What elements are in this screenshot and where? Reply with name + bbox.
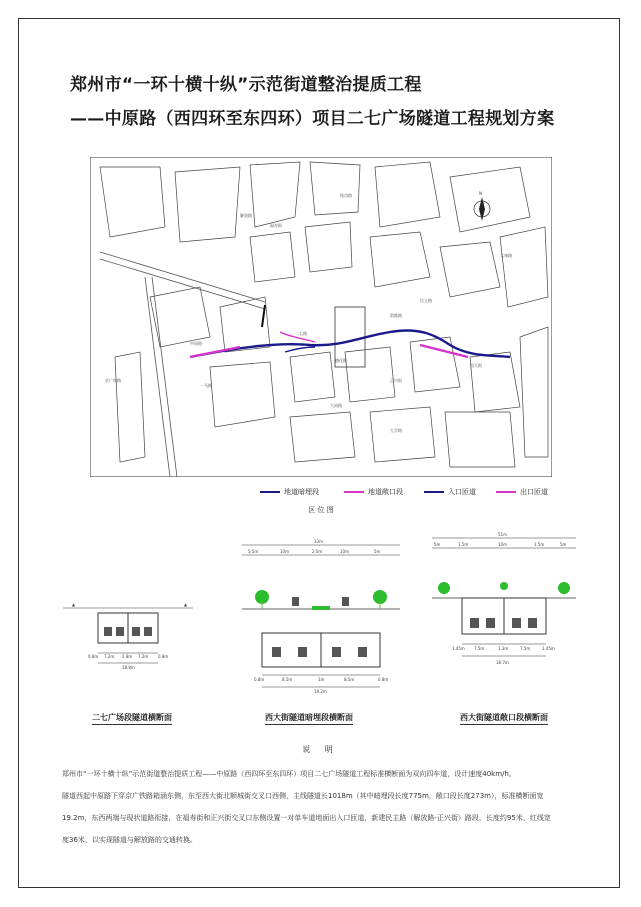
svg-text:7.5m: 7.5m <box>474 646 485 651</box>
map-caption: 区 位 图 <box>308 506 334 514</box>
map-street-label: 正兴街 <box>390 378 402 383</box>
svg-text:18.7m: 18.7m <box>496 660 509 665</box>
map-street-label: 铭功路 <box>340 193 352 198</box>
notes-line: 郑州市“一环十横十纵”示范街道整治提质工程——中原路（西四环至东四环）项目二七广场隧道工程标准横断面为双向四车道，设计速度40km/h。 <box>62 770 516 778</box>
svg-text:0.8m: 0.8m <box>88 654 99 659</box>
map-street-label: 中原路 <box>190 341 202 346</box>
legend-item-entrance: 入口匝道 <box>424 487 476 497</box>
svg-text:51m: 51m <box>498 532 507 537</box>
location-map <box>90 157 552 477</box>
svg-text:10m: 10m <box>498 542 507 547</box>
map-street-label: 解放路 <box>240 213 252 218</box>
map-street-label: 民主路 <box>420 298 432 303</box>
svg-text:5m: 5m <box>374 549 381 554</box>
map-street-label: 京广铁路 <box>105 378 121 383</box>
svg-text:7.5m: 7.5m <box>520 646 531 651</box>
map-street-label: 太康路 <box>500 253 512 258</box>
svg-text:5m: 5m <box>560 542 567 547</box>
svg-text:1m: 1m <box>318 677 325 682</box>
svg-text:5m: 5m <box>434 542 441 547</box>
map-street-label: 一马路 <box>200 383 212 388</box>
svg-text:2.5m: 2.5m <box>312 549 323 554</box>
svg-text:8.5m: 8.5m <box>344 677 355 682</box>
svg-text:19.2m: 19.2m <box>314 689 327 694</box>
legend-item-buried: 地道暗埋段 <box>260 487 319 497</box>
notes-line: 19.2m，东西两端与现状道路衔接，在福寿街和正兴街交叉口东侧设置一对单车道地面出入口匝道，新建民主路（解放路-正兴街）路段，长度约95米，红线宽 <box>62 814 551 822</box>
svg-text:8.5m: 8.5m <box>282 677 293 682</box>
svg-text:0.8m: 0.8m <box>254 677 265 682</box>
map-street-label: 大学路 <box>390 428 402 433</box>
map-street-label: 福寿街 <box>270 223 282 228</box>
north-label: N <box>479 191 482 196</box>
title-line-2: ——中原路（西四环至东四环）项目二七广场隧道工程规划方案 <box>70 109 555 129</box>
map-street-label: 二七路 <box>295 331 307 336</box>
section-right-drawing <box>424 528 584 676</box>
notes-line: 度36米，以实现隧道与解放路的交通转换。 <box>62 836 197 844</box>
notes-body <box>62 763 582 851</box>
svg-text:18.8m: 18.8m <box>122 665 135 670</box>
svg-text:1.45m: 1.45m <box>542 646 555 651</box>
map-street-label: 大同路 <box>330 403 342 408</box>
svg-text:10m: 10m <box>340 549 349 554</box>
svg-text:7.2m: 7.2m <box>104 654 115 659</box>
svg-text:▲: ▲ <box>72 602 76 607</box>
legend-item-exit: 出口匝道 <box>496 487 548 497</box>
title-line-1: 郑州市“一环十横十纵”示范街道整治提质工程 <box>70 75 422 95</box>
svg-text:33m: 33m <box>314 539 323 544</box>
section-middle-drawing <box>232 535 410 705</box>
notes-title: 说 明 <box>302 745 339 754</box>
svg-text:0.8m: 0.8m <box>378 677 389 682</box>
svg-text:10m: 10m <box>280 549 289 554</box>
svg-text:2.8m: 2.8m <box>122 654 133 659</box>
section-left-drawing <box>58 595 198 675</box>
map-street-label: 敦睦路 <box>390 313 402 318</box>
legend-item-opening: 地道敞口段 <box>344 487 403 497</box>
section-right-title: 西大街隧道敞口段横断面 <box>460 712 548 725</box>
svg-text:1.5m: 1.5m <box>534 542 545 547</box>
map-street-label: 德化街 <box>335 358 347 363</box>
svg-text:7.2m: 7.2m <box>138 654 149 659</box>
svg-text:1.5m: 1.5m <box>458 542 469 547</box>
notes-line: 隧道西起中原路下穿京广铁路箱涵东侧，东至西大街北顺城街交叉口西侧，主线隧道长1018m（其中暗埋段长度775m，敞口段长度273m），标准横断面宽 <box>62 792 544 800</box>
section-left-title: 二七广场段隧道横断面 <box>92 712 172 725</box>
section-middle-title: 西大街隧道暗埋段横断面 <box>265 712 353 725</box>
map-street-label: 西大街 <box>470 363 482 368</box>
svg-text:0.8m: 0.8m <box>158 654 169 659</box>
svg-text:1.3m: 1.3m <box>498 646 509 651</box>
svg-text:▲: ▲ <box>184 602 188 607</box>
svg-text:5.5m: 5.5m <box>248 549 259 554</box>
svg-text:1.45m: 1.45m <box>452 646 465 651</box>
